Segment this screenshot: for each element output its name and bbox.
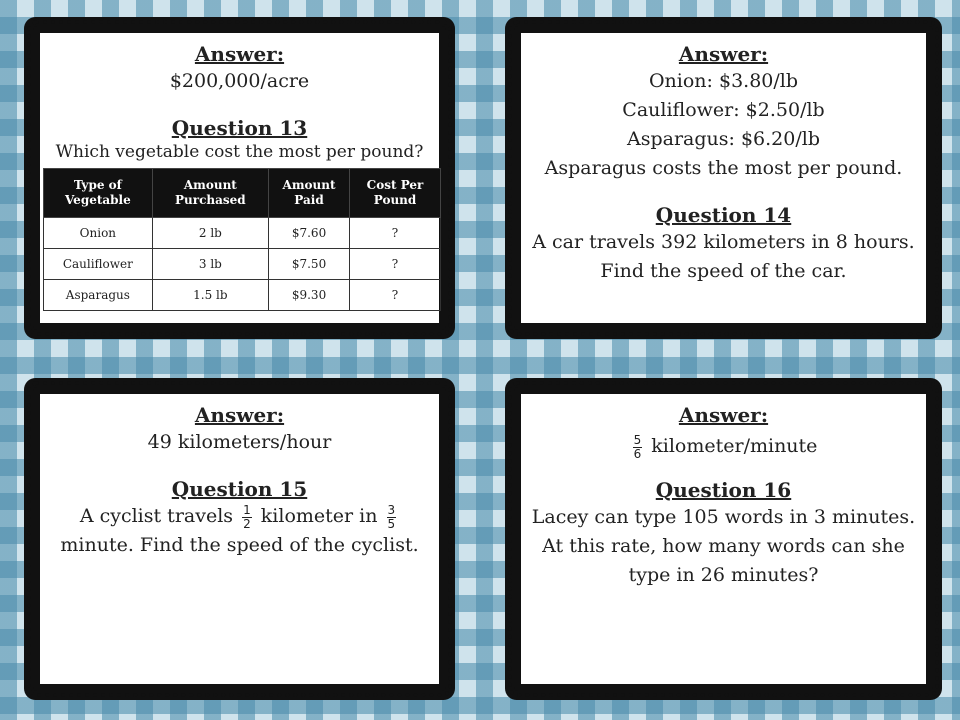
table-cell: $9.30	[269, 280, 350, 311]
question-label: Question 15	[171, 477, 308, 501]
fraction-denominator: 2	[243, 516, 251, 531]
question-text: kilometer in	[260, 505, 378, 527]
question-line: Lacey can type 105 words in 3 minutes.	[531, 506, 916, 528]
table-cell: ?	[350, 249, 441, 280]
answer-label: Answer:	[194, 403, 285, 427]
question-label: Question 14	[655, 203, 792, 227]
question-line: minute. Find the speed of the cyclist.	[60, 534, 419, 556]
task-card-question-14	[514, 26, 933, 330]
answer-label: Answer:	[678, 403, 769, 427]
answer-line: Onion: $3.80/lb	[648, 70, 799, 92]
task-card-question-15	[33, 387, 446, 691]
table-header-cell: Amount Purchased	[152, 169, 268, 218]
answer-text: 49 kilometers/hour	[147, 431, 332, 453]
question-line: Find the speed of the car.	[600, 260, 847, 282]
table-cell: $7.50	[269, 249, 350, 280]
fraction-denominator: 5	[387, 516, 396, 531]
table-header-cell: Amount Paid	[269, 169, 350, 218]
table-row	[44, 218, 441, 249]
table-cell: Onion	[44, 218, 153, 249]
question-text: A cyclist travels	[79, 505, 234, 527]
vegetable-table	[43, 168, 441, 311]
answer-line	[521, 432, 926, 461]
fraction-three-fifths	[387, 504, 397, 531]
answer-label: Answer:	[678, 42, 769, 66]
question-line: type in 26 minutes?	[628, 564, 819, 586]
answer-line: Asparagus: $6.20/lb	[627, 128, 820, 150]
table-cell: Cauliflower	[44, 249, 153, 280]
table-cell: Asparagus	[44, 280, 153, 311]
fraction-numerator: 3	[387, 502, 396, 517]
table-cell: ?	[350, 218, 441, 249]
fraction-numerator: 1	[243, 502, 251, 517]
answer-text: $200,000/acre	[169, 70, 310, 92]
table-cell: $7.60	[269, 218, 350, 249]
answer-text: kilometer/minute	[651, 435, 818, 457]
question-line: A car travels 392 kilometers in 8 hours.	[532, 231, 915, 253]
question-text: Which vegetable cost the most per pound?	[55, 142, 424, 162]
table-header-cell: Type of Vegetable	[44, 169, 153, 218]
question-label: Question 16	[655, 478, 792, 502]
question-line	[40, 502, 439, 531]
table-header-row	[44, 169, 441, 218]
question-line: At this rate, how many words can she	[542, 535, 905, 557]
table-cell: 3 lb	[152, 249, 268, 280]
table-header-cell: Cost Per Pound	[350, 169, 441, 218]
table-row	[44, 280, 441, 311]
fraction-numerator: 5	[633, 432, 642, 447]
answer-line: Asparagus costs the most per pound.	[544, 157, 903, 179]
table-cell: 1.5 lb	[152, 280, 268, 311]
table-cell: 2 lb	[152, 218, 268, 249]
table-cell: ?	[350, 280, 441, 311]
answer-line: Cauliflower: $2.50/lb	[622, 99, 825, 121]
task-card-question-16	[514, 387, 933, 691]
question-label: Question 13	[171, 116, 308, 140]
fraction-five-sixths	[633, 434, 643, 461]
answer-label: Answer:	[194, 42, 285, 66]
fraction-denominator: 6	[633, 446, 642, 461]
table-row	[44, 249, 441, 280]
task-card-question-13	[33, 26, 446, 330]
fraction-one-half	[242, 504, 252, 531]
